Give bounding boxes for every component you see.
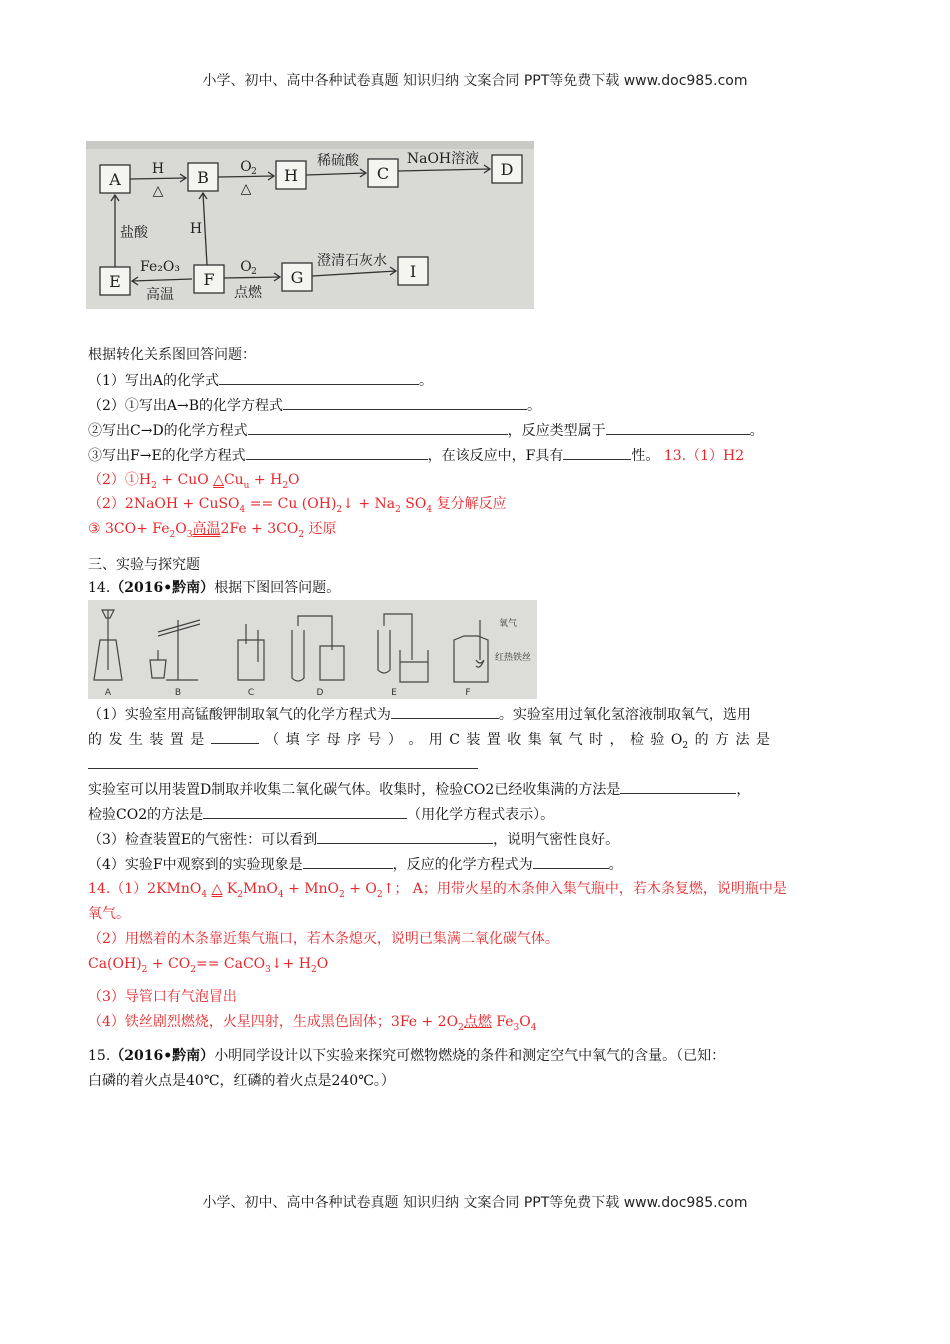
svg-text:E: E bbox=[109, 272, 121, 291]
lab-apparatus-figure bbox=[88, 600, 537, 699]
svg-text:△: △ bbox=[240, 181, 252, 197]
q14-answer-3: （2）用燃着的木条靠近集气瓶口，若木条熄灭，说明已集满二氧化碳气体。 bbox=[88, 931, 559, 947]
section-title: 三、实验与探究题 bbox=[88, 557, 200, 573]
q13-part2: （2）①写出A→B的化学方程式 。 bbox=[88, 395, 541, 416]
q14-line2: 的 发 生 装 置 是 （ 填 字 母 序 号 ） 。 用 C 装 置 收 集 氧 气 时 ， 检 验 $O_2$ 的 方 法 是 bbox=[88, 729, 770, 756]
svg-text:C: C bbox=[247, 688, 255, 698]
svg-text:O: O bbox=[240, 159, 252, 175]
q14-line4: 实验室可以用装置D制取并收集二氧化碳气体。收集时，检验CO2已经收集满的方法是 ， bbox=[88, 779, 750, 800]
svg-text:B: B bbox=[197, 168, 209, 187]
svg-text:F: F bbox=[203, 270, 215, 289]
q14-line1: （1）实验室用高锰酸钾制取氧气的化学方程式为 。实验室用过氧化氢溶液制取氧气，选用 bbox=[88, 704, 751, 725]
svg-text:D: D bbox=[316, 688, 324, 698]
svg-text:B: B bbox=[174, 688, 182, 698]
q14-title: 14.（2016•黔南）根据下图回答问题。 bbox=[88, 580, 341, 596]
q14-answer-4: $Ca(OH)_2 + CO_2==$ CaCO$_3$↓+ $H_2O$ bbox=[88, 956, 329, 975]
q14-answer-5: （3）导管口有气泡冒出 bbox=[88, 989, 237, 1005]
svg-text:点燃: 点燃 bbox=[234, 285, 262, 301]
svg-text:G: G bbox=[290, 268, 304, 287]
svg-text:O: O bbox=[240, 259, 252, 275]
svg-text:2: 2 bbox=[251, 167, 257, 177]
svg-text:NaOH溶液: NaOH溶液 bbox=[406, 151, 480, 167]
q14-line6: （3）检查装置E的气密性：可以看到 ，说明气密性良好。 bbox=[88, 829, 619, 850]
q13-intro: 根据转化关系图回答问题： bbox=[88, 347, 256, 363]
page-header: 小学、初中、高中各种试卷真题 知识归纳 文案合同 PPT等免费下载 www.doc985.com bbox=[202, 73, 748, 89]
conversion-diagram bbox=[86, 141, 534, 309]
q13-answer-2: （2）2NaOH + CuSO$_4$ == Cu $(OH)_2↓ + Na_2$ $SO_4$ 复分解反应 bbox=[88, 496, 507, 515]
svg-text:D: D bbox=[500, 160, 514, 179]
q14-line7: （4）实验F中观察到的实验现象是 ，反应的化学方程式为 。 bbox=[88, 854, 623, 875]
q14-answer-6: （4）铁丝剧烈燃烧，火星四射，生成黑色固体；$3Fe + 2O_2$点燃 $Fe_3O_4$ bbox=[88, 1014, 537, 1033]
svg-text:F: F bbox=[465, 688, 471, 698]
svg-text:红热铁丝: 红热铁丝 bbox=[494, 653, 532, 663]
q14-answer-1: 14.（1）2KMnO$_4$ △ $K_2MnO_4 + MnO_2$ + $O_2↑$； A；用带火星的木条伸入集气瓶中，若木条复燃，说明瓶中是 bbox=[88, 881, 787, 900]
svg-text:△: △ bbox=[152, 183, 164, 199]
svg-text:盐酸: 盐酸 bbox=[120, 225, 148, 241]
q13-part3: ②写出C→D的化学方程式 ，反应类型属于 。 bbox=[88, 420, 764, 441]
q13-answer-1: $(2)①H_2$ + CuO $\triangle Cu_u + H_2O$ bbox=[88, 472, 300, 491]
svg-text:A: A bbox=[104, 688, 112, 698]
q14-line3 bbox=[88, 754, 478, 775]
svg-text:H: H bbox=[189, 221, 203, 237]
q13-part4: ③写出F→E的化学方程式 ，在该反应中，F具有 性。 13.（1）H2 bbox=[88, 445, 744, 466]
q13-part1: （1）写出A的化学式 。 bbox=[88, 370, 433, 391]
svg-text:I: I bbox=[409, 262, 417, 281]
page-footer: 小学、初中、高中各种试卷真题 知识归纳 文案合同 PPT等免费下载 www.doc985.com bbox=[202, 1195, 748, 1211]
svg-text:C: C bbox=[376, 164, 390, 183]
q13-answer-3: ③ $3CO+ Fe_2O_3$高温$2Fe + 3CO_2$ 还原 bbox=[88, 521, 337, 540]
q15-line1: 15.（2016•黔南）小明同学设计以下实验来探究可燃物燃烧的条件和测定空气中氧气的含量。（已知： bbox=[88, 1048, 726, 1064]
svg-text:E: E bbox=[391, 688, 397, 698]
svg-text:Fe₂O₃: Fe₂O₃ bbox=[140, 259, 180, 275]
svg-text:A: A bbox=[109, 170, 121, 189]
q15-line2: 白磷的着火点是40℃，红磷的着火点是240℃。） bbox=[88, 1073, 395, 1089]
svg-text:稀硫酸: 稀硫酸 bbox=[317, 153, 359, 169]
svg-text:H: H bbox=[151, 161, 165, 177]
svg-text:澄清石灰水: 澄清石灰水 bbox=[317, 253, 387, 269]
svg-text:H: H bbox=[284, 166, 298, 185]
q14-answer-2: 氧气。 bbox=[88, 906, 130, 922]
svg-text:2: 2 bbox=[251, 267, 257, 277]
q14-line5: 检验CO2的方法是 （用化学方程式表示）。 bbox=[88, 804, 554, 825]
svg-text:氧气: 氧气 bbox=[498, 619, 518, 629]
svg-text:高温: 高温 bbox=[146, 287, 174, 303]
